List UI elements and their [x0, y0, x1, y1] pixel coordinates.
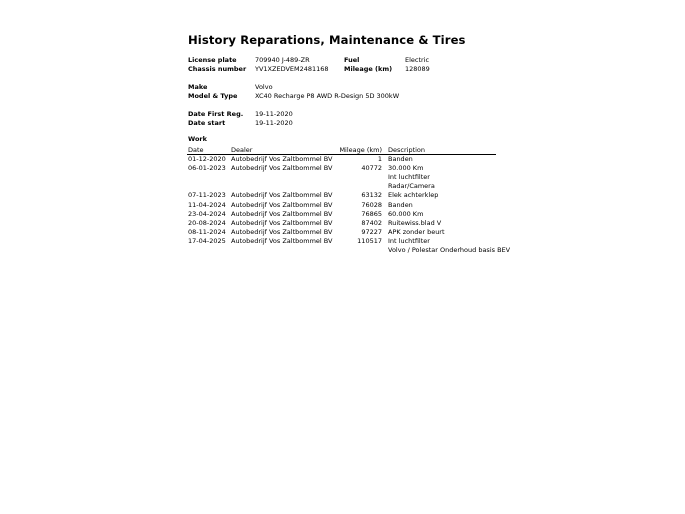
chassis-label: Chassis number	[188, 65, 247, 73]
row-description: Banden	[388, 200, 413, 209]
row-dealer: Autobedrijf Vos Zaltbommel BV	[231, 155, 333, 163]
row-mileage: 76865	[361, 209, 382, 218]
model-value: XC40 Recharge P8 AWD R-Design 5D 300kW	[255, 92, 400, 100]
row-mileage: 110517	[357, 236, 382, 245]
date-start-value: 19-11-2020	[255, 119, 293, 127]
make-label: Make	[188, 83, 208, 91]
mileage-value: 128089	[405, 65, 430, 73]
row-mileage: 97227	[361, 227, 382, 236]
mileage-label: Mileage (km)	[344, 65, 393, 73]
row-mileage: 1	[377, 155, 382, 163]
row-date: 17-04-2025	[188, 236, 226, 245]
work-heading: Work	[188, 135, 207, 143]
row-dealer: Autobedrijf Vos Zaltbommel BV	[231, 200, 333, 209]
first-reg-value: 19-11-2020	[255, 110, 293, 118]
row-date: 20-08-2024	[188, 218, 226, 227]
column-header-dealer: Dealer	[231, 146, 253, 154]
date-start-label: Date start	[188, 119, 226, 127]
row-mileage: 63132	[361, 191, 382, 200]
row-date: 11-04-2024	[188, 200, 226, 209]
row-description: 60.000 Km	[388, 209, 424, 218]
column-header-mileage: Mileage (km)	[339, 146, 382, 154]
row-dealer: Autobedrijf Vos Zaltbommel BV	[231, 218, 333, 227]
row-description: APK zonder beurt	[388, 227, 445, 236]
row-description: Int luchtfilter	[388, 236, 430, 245]
column-header-date: Date	[188, 146, 204, 154]
license-plate-label: License plate	[188, 56, 237, 64]
row-mileage: 87402	[361, 218, 382, 227]
row-date: 01-12-2020	[188, 155, 226, 163]
row-mileage: 40772	[361, 164, 382, 173]
chassis-value: YV1XZEDVEM2481168	[255, 65, 329, 73]
column-header-description: Description	[388, 146, 426, 154]
row-date: 23-04-2024	[188, 209, 226, 218]
page-title: History Reparations, Maintenance & Tires	[188, 33, 466, 47]
fuel-label: Fuel	[344, 56, 360, 64]
row-description: Int luchtfilter	[388, 173, 430, 182]
row-dealer: Autobedrijf Vos Zaltbommel BV	[231, 209, 333, 218]
license-plate-value: 709940 J-489-ZR	[255, 56, 310, 64]
row-description: Radar/Camera	[388, 182, 435, 191]
row-dealer: Autobedrijf Vos Zaltbommel BV	[231, 236, 333, 245]
row-description: Banden	[388, 155, 413, 163]
row-dealer: Autobedrijf Vos Zaltbommel BV	[231, 164, 333, 173]
row-mileage: 76028	[361, 200, 382, 209]
make-value: Volvo	[255, 83, 273, 91]
model-label: Model & Type	[188, 92, 238, 100]
row-date: 08-11-2024	[188, 227, 226, 236]
row-date: 06-01-2023	[188, 164, 226, 173]
row-dealer: Autobedrijf Vos Zaltbommel BV	[231, 227, 333, 236]
fuel-value: Electric	[405, 56, 430, 64]
first-reg-label: Date First Reg.	[188, 110, 244, 118]
row-description: 30.000 Km	[388, 164, 424, 173]
row-description: Ruitewiss.blad V	[388, 218, 442, 227]
row-description: Elek achterklep	[388, 191, 439, 200]
row-dealer: Autobedrijf Vos Zaltbommel BV	[231, 191, 333, 200]
row-description: Volvo / Polestar Onderhoud basis BEV	[388, 246, 511, 254]
row-date: 07-11-2023	[188, 191, 226, 200]
